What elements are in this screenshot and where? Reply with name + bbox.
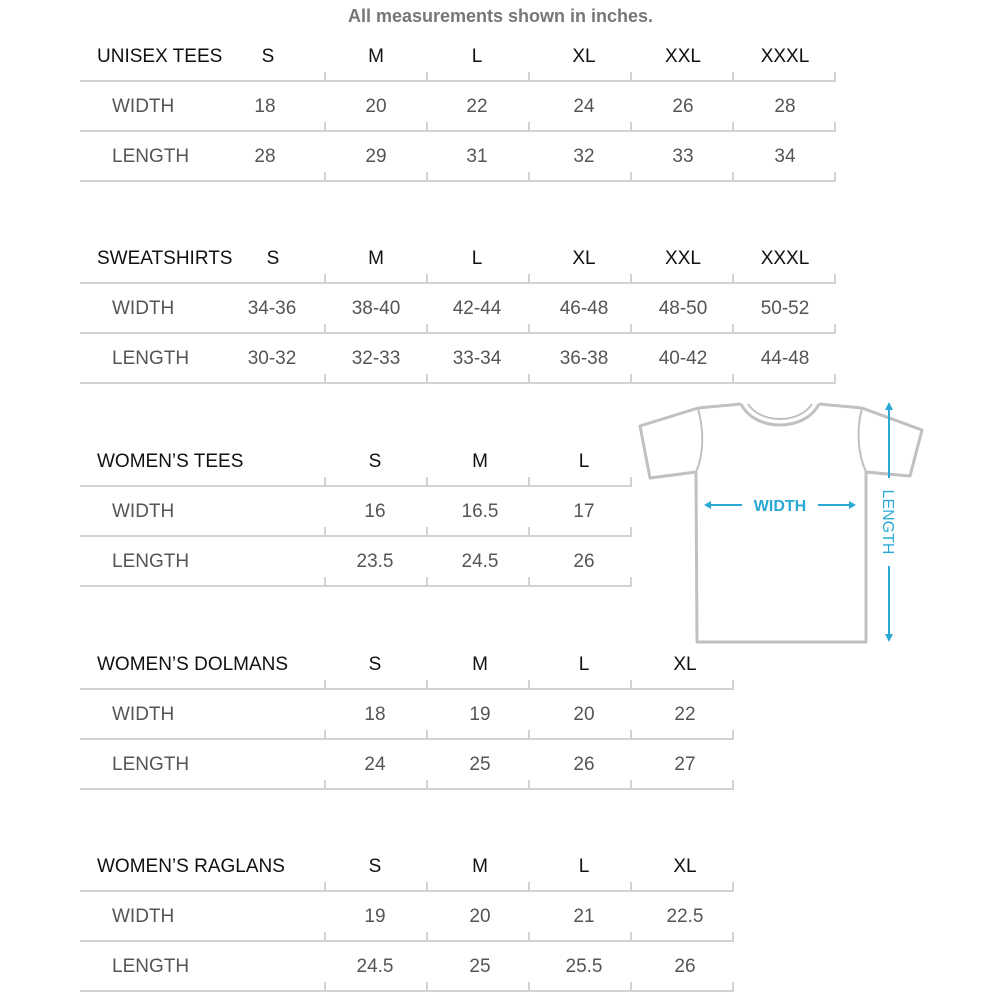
column-tick	[834, 324, 836, 334]
table-row	[80, 892, 734, 942]
measurement-cell: 16	[364, 501, 386, 522]
column-tick	[324, 324, 326, 334]
measurement-cell: 34-36	[247, 298, 297, 319]
size-header: L	[471, 46, 483, 67]
measurement-cell: 24	[364, 754, 386, 775]
measurement-cell: 28	[774, 96, 796, 117]
size-header: S	[261, 46, 275, 67]
size-table-1	[80, 234, 836, 384]
measurement-cell: 27	[674, 754, 696, 775]
column-tick	[630, 172, 632, 182]
column-tick	[732, 324, 734, 334]
measurement-cell: 31	[466, 146, 488, 167]
size-header: L	[578, 654, 590, 675]
column-tick	[426, 882, 428, 892]
measurement-cell: 22	[674, 704, 696, 725]
column-tick	[834, 274, 836, 284]
table-row	[80, 740, 734, 790]
column-tick	[426, 932, 428, 942]
measurement-cell: 32-33	[351, 348, 401, 369]
table-header-row	[80, 32, 836, 82]
measurement-cell: 20	[365, 96, 387, 117]
table-title: WOMEN’S DOLMANS	[97, 654, 289, 675]
size-header: XXXL	[760, 248, 810, 269]
tshirt-diagram	[630, 396, 930, 648]
table-header-row	[80, 437, 632, 487]
row-label: LENGTH	[112, 551, 190, 572]
measurement-cell: 36-38	[559, 348, 609, 369]
column-tick	[630, 274, 632, 284]
column-tick	[732, 72, 734, 82]
measurement-cell: 33	[672, 146, 694, 167]
column-tick	[324, 730, 326, 740]
row-label: LENGTH	[112, 348, 190, 369]
length-label: LENGTH	[879, 489, 896, 555]
measurement-cell: 25	[469, 956, 491, 977]
size-header: XXL	[665, 46, 701, 67]
measurement-cell: 30-32	[247, 348, 297, 369]
measurement-cell: 21	[573, 906, 595, 927]
column-tick	[324, 932, 326, 942]
measurement-cell: 24	[573, 96, 595, 117]
measurement-cell: 28	[254, 146, 276, 167]
column-tick	[324, 374, 326, 384]
column-tick	[528, 122, 530, 132]
column-tick	[732, 374, 734, 384]
table-title: SWEATSHIRTS	[97, 248, 233, 269]
tshirt-illustration	[630, 396, 930, 648]
size-table-3	[80, 640, 734, 790]
measurement-cell: 26	[674, 956, 696, 977]
column-tick	[528, 172, 530, 182]
table-title: WOMEN’S RAGLANS	[97, 856, 285, 877]
column-tick	[528, 680, 530, 690]
measurement-cell: 26	[672, 96, 694, 117]
table-title: WOMEN’S TEES	[97, 451, 244, 472]
column-tick	[426, 780, 428, 790]
row-label: LENGTH	[112, 146, 190, 167]
table-row	[80, 284, 836, 334]
column-tick	[528, 274, 530, 284]
column-tick	[426, 730, 428, 740]
size-header: M	[368, 248, 384, 269]
measurement-cell: 48-50	[658, 298, 708, 319]
column-tick	[528, 730, 530, 740]
column-tick	[426, 172, 428, 182]
row-label: WIDTH	[112, 96, 175, 117]
table-header-row	[80, 842, 734, 892]
column-tick	[834, 72, 836, 82]
column-tick	[630, 324, 632, 334]
measurement-cell: 42-44	[452, 298, 502, 319]
measurement-cell: 19	[364, 906, 386, 927]
column-tick	[630, 882, 632, 892]
column-tick	[732, 780, 734, 790]
size-header: S	[368, 856, 382, 877]
size-header: XXL	[665, 248, 701, 269]
measurement-cell: 29	[365, 146, 387, 167]
table-row	[80, 942, 734, 992]
size-header: L	[578, 856, 590, 877]
measurement-cell: 44-48	[760, 348, 810, 369]
measurement-cell: 50-52	[760, 298, 810, 319]
measurement-cell: 18	[364, 704, 386, 725]
column-tick	[426, 477, 428, 487]
column-tick	[324, 122, 326, 132]
column-tick	[528, 477, 530, 487]
table-row	[80, 537, 632, 587]
column-tick	[630, 932, 632, 942]
measurement-cell: 18	[254, 96, 276, 117]
table-row	[80, 132, 836, 182]
size-header: S	[368, 451, 382, 472]
column-tick	[528, 72, 530, 82]
row-label: WIDTH	[112, 704, 175, 725]
measurement-cell: 25	[469, 754, 491, 775]
column-tick	[426, 374, 428, 384]
measurement-cell: 40-42	[658, 348, 708, 369]
column-tick	[324, 527, 326, 537]
column-tick	[426, 324, 428, 334]
size-header: S	[368, 654, 382, 675]
column-tick	[834, 172, 836, 182]
row-label: WIDTH	[112, 298, 175, 319]
column-tick	[834, 122, 836, 132]
measurement-cell: 38-40	[351, 298, 401, 319]
measurement-cell: 26	[573, 551, 595, 572]
column-tick	[528, 374, 530, 384]
measurement-cell: 25.5	[565, 956, 603, 977]
column-tick	[528, 982, 530, 992]
column-tick	[426, 72, 428, 82]
table-row	[80, 334, 836, 384]
column-tick	[426, 274, 428, 284]
size-header: L	[578, 451, 590, 472]
row-label: LENGTH	[112, 754, 190, 775]
column-tick	[834, 374, 836, 384]
measurement-cell: 33-34	[452, 348, 502, 369]
column-tick	[426, 122, 428, 132]
column-tick	[528, 932, 530, 942]
size-header: XXXL	[760, 46, 810, 67]
column-tick	[732, 172, 734, 182]
size-header: M	[472, 856, 488, 877]
size-header: XL	[673, 856, 697, 877]
measurement-cell: 32	[573, 146, 595, 167]
table-header-row	[80, 234, 836, 284]
column-tick	[528, 882, 530, 892]
measurement-cell: 20	[573, 704, 595, 725]
width-label: WIDTH	[753, 498, 807, 515]
column-tick	[732, 680, 734, 690]
table-row	[80, 690, 734, 740]
column-tick	[528, 780, 530, 790]
measurement-cell: 19	[469, 704, 491, 725]
column-tick	[630, 982, 632, 992]
size-header: XL	[673, 654, 697, 675]
measurement-cell: 34	[774, 146, 796, 167]
size-table-4	[80, 842, 734, 992]
column-tick	[630, 374, 632, 384]
column-tick	[732, 122, 734, 132]
column-tick	[528, 324, 530, 334]
size-header: L	[471, 248, 483, 269]
measurement-cell: 20	[469, 906, 491, 927]
column-tick	[324, 780, 326, 790]
table-row	[80, 82, 836, 132]
size-header: S	[266, 248, 280, 269]
column-tick	[732, 932, 734, 942]
column-tick	[528, 527, 530, 537]
measurement-cell: 46-48	[559, 298, 609, 319]
measurement-note: All measurements shown in inches.	[347, 6, 654, 26]
table-row	[80, 487, 632, 537]
column-tick	[630, 680, 632, 690]
measurement-cell: 17	[573, 501, 595, 522]
column-tick	[426, 680, 428, 690]
row-label: WIDTH	[112, 906, 175, 927]
size-header: M	[472, 451, 488, 472]
measurement-cell: 24.5	[356, 956, 394, 977]
table-title: UNISEX TEES	[97, 46, 223, 67]
measurement-cell: 16.5	[461, 501, 499, 522]
measurement-cell: 24.5	[461, 551, 499, 572]
measurement-cell: 26	[573, 754, 595, 775]
column-tick	[630, 730, 632, 740]
column-tick	[324, 577, 326, 587]
size-header: XL	[572, 248, 596, 269]
size-header: XL	[572, 46, 596, 67]
column-tick	[426, 982, 428, 992]
size-header: M	[472, 654, 488, 675]
column-tick	[630, 780, 632, 790]
column-tick	[324, 172, 326, 182]
column-tick	[630, 122, 632, 132]
measurement-cell: 22	[466, 96, 488, 117]
column-tick	[732, 274, 734, 284]
row-label: LENGTH	[112, 956, 190, 977]
measurement-cell: 22.5	[666, 906, 704, 927]
column-tick	[732, 982, 734, 992]
column-tick	[732, 730, 734, 740]
column-tick	[426, 577, 428, 587]
size-table-0	[80, 32, 836, 182]
column-tick	[630, 72, 632, 82]
column-tick	[732, 882, 734, 892]
column-tick	[426, 527, 428, 537]
size-header: M	[368, 46, 384, 67]
measurement-cell: 23.5	[356, 551, 394, 572]
column-tick	[528, 577, 530, 587]
column-tick	[324, 982, 326, 992]
row-label: WIDTH	[112, 501, 175, 522]
size-table-2	[80, 437, 632, 587]
